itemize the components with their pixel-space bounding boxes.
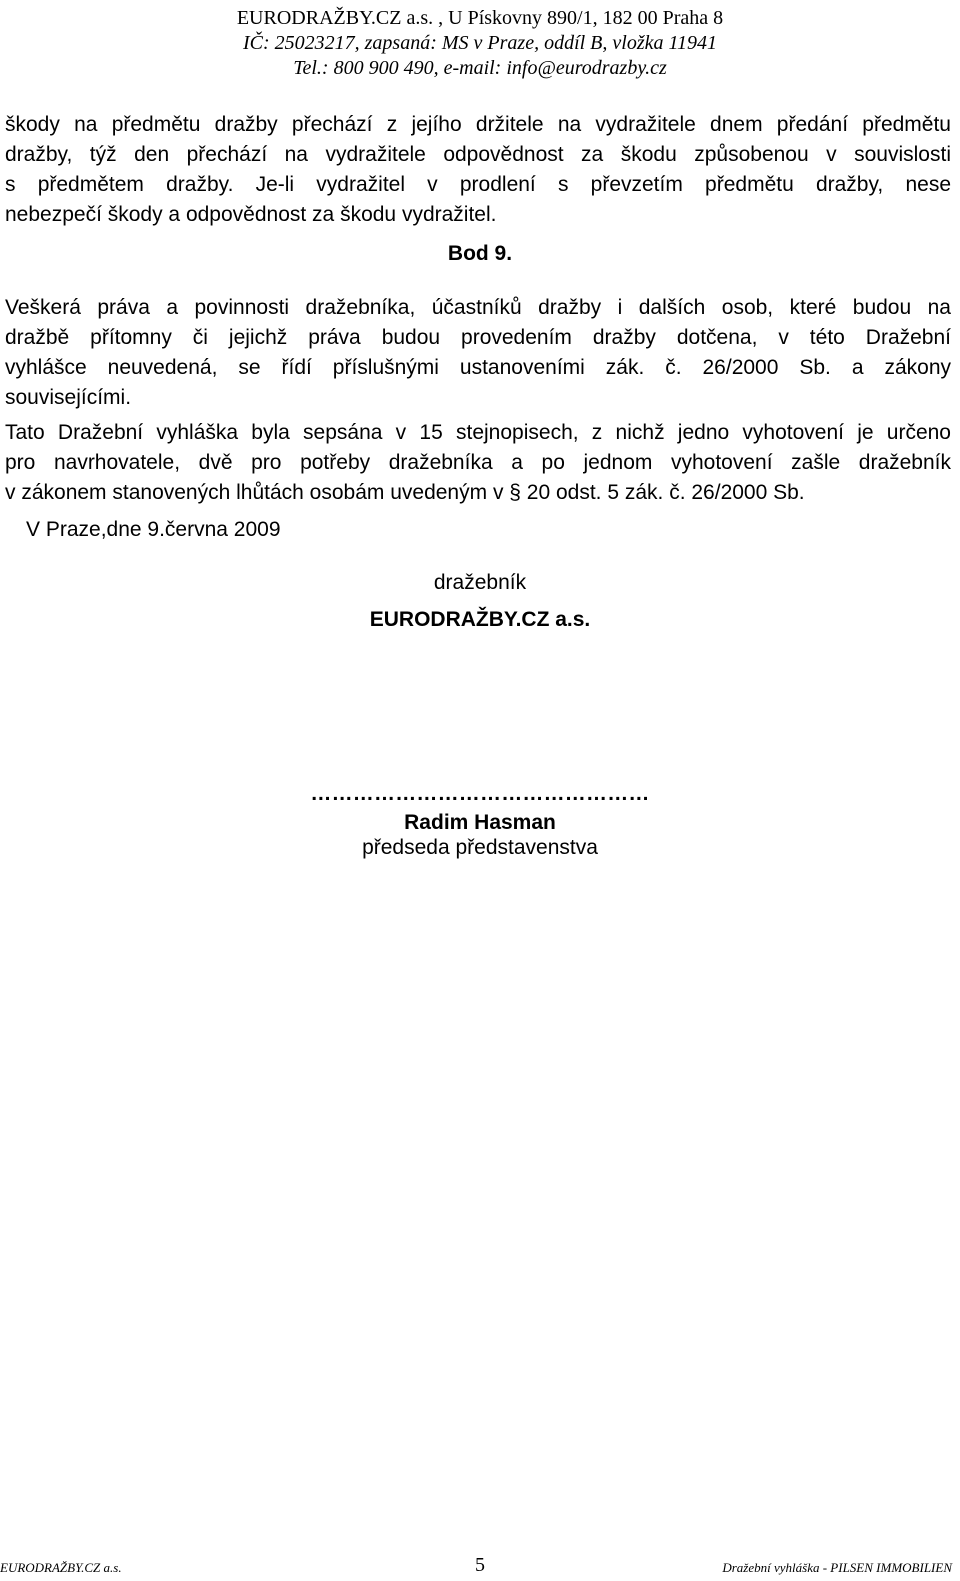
paragraph-line: dražby, týž den přechází na vydražitele odpovědnost za škodu způsobenou v souvislosti xyxy=(5,143,951,166)
auctioneer-company: EURODRAŽBY.CZ a.s. xyxy=(369,608,591,631)
auctioneer-role: dražebník xyxy=(433,571,527,594)
paragraph-line: dražbě přítomny či jejichž práva budou provedením dražby dotčena, v této Dražební xyxy=(5,326,951,349)
letterhead-registration: IČ: 25023217, zapsaná: MS v Praze, oddíl B, vložka 11941 xyxy=(242,32,718,54)
signatory-title: předseda představenstva xyxy=(362,836,598,859)
paragraph-rights xyxy=(5,293,951,413)
paragraph-line: škody na předmětu dražby přechází z jejího držitele na vydražitele dnem předání předmětu xyxy=(5,113,951,136)
page-number: 5 xyxy=(475,1554,485,1576)
signatory-name: Radim Hasman xyxy=(404,811,556,834)
letterhead-contact: Tel.: 800 900 490, e-mail: info@eurodrazby.cz xyxy=(293,57,667,79)
footer-document-title: Dražební vyhláška - PILSEN IMMOBILIEN xyxy=(722,1560,952,1575)
signature-line: ………………………………………… xyxy=(310,782,650,805)
paragraph-line: nebezpečí škody a odpovědnost za škodu vydražitel. xyxy=(5,203,497,226)
paragraph-line: s předmětem dražby. Je-li vydražitel v prodlení s převzetím předmětu dražby, nese xyxy=(5,173,951,196)
paragraph-copies xyxy=(5,418,951,508)
paragraph-line: Tato Dražební vyhláška byla sepsána v 15 stejnopisech, z nichž jedno vyhotovení je určeno xyxy=(5,421,951,444)
paragraph-line: Veškerá práva a povinnosti dražebníka, účastníků dražby i dalších osob, které budou na xyxy=(5,296,951,319)
footer-company: EURODRAŽBY.CZ a.s. xyxy=(0,1560,122,1575)
paragraph-line: vyhlášce neuvedená, se řídí příslušnými ustanoveními zák. č. 26/2000 Sb. a zákony xyxy=(5,356,951,379)
letterhead-company-address: EURODRAŽBY.CZ a.s. , U Pískovny 890/1, 182 00 Praha 8 xyxy=(236,7,724,29)
paragraph-line: pro navrhovatele, dvě pro potřeby dražebníka a po jednom vyhotovení zašle dražebník xyxy=(5,451,951,474)
paragraph-liability xyxy=(5,110,951,230)
section-heading: Bod 9. xyxy=(447,242,513,265)
paragraph-line: souvisejícími. xyxy=(5,386,132,409)
letterhead xyxy=(0,6,960,81)
paragraph-line: v zákonem stanovených lhůtách osobám uvedeným v § 20 odst. 5 zák. č. 26/2000 Sb. xyxy=(5,481,805,504)
page-footer xyxy=(0,1552,960,1578)
date-place: V Praze,dne 9.června 2009 xyxy=(26,518,281,541)
